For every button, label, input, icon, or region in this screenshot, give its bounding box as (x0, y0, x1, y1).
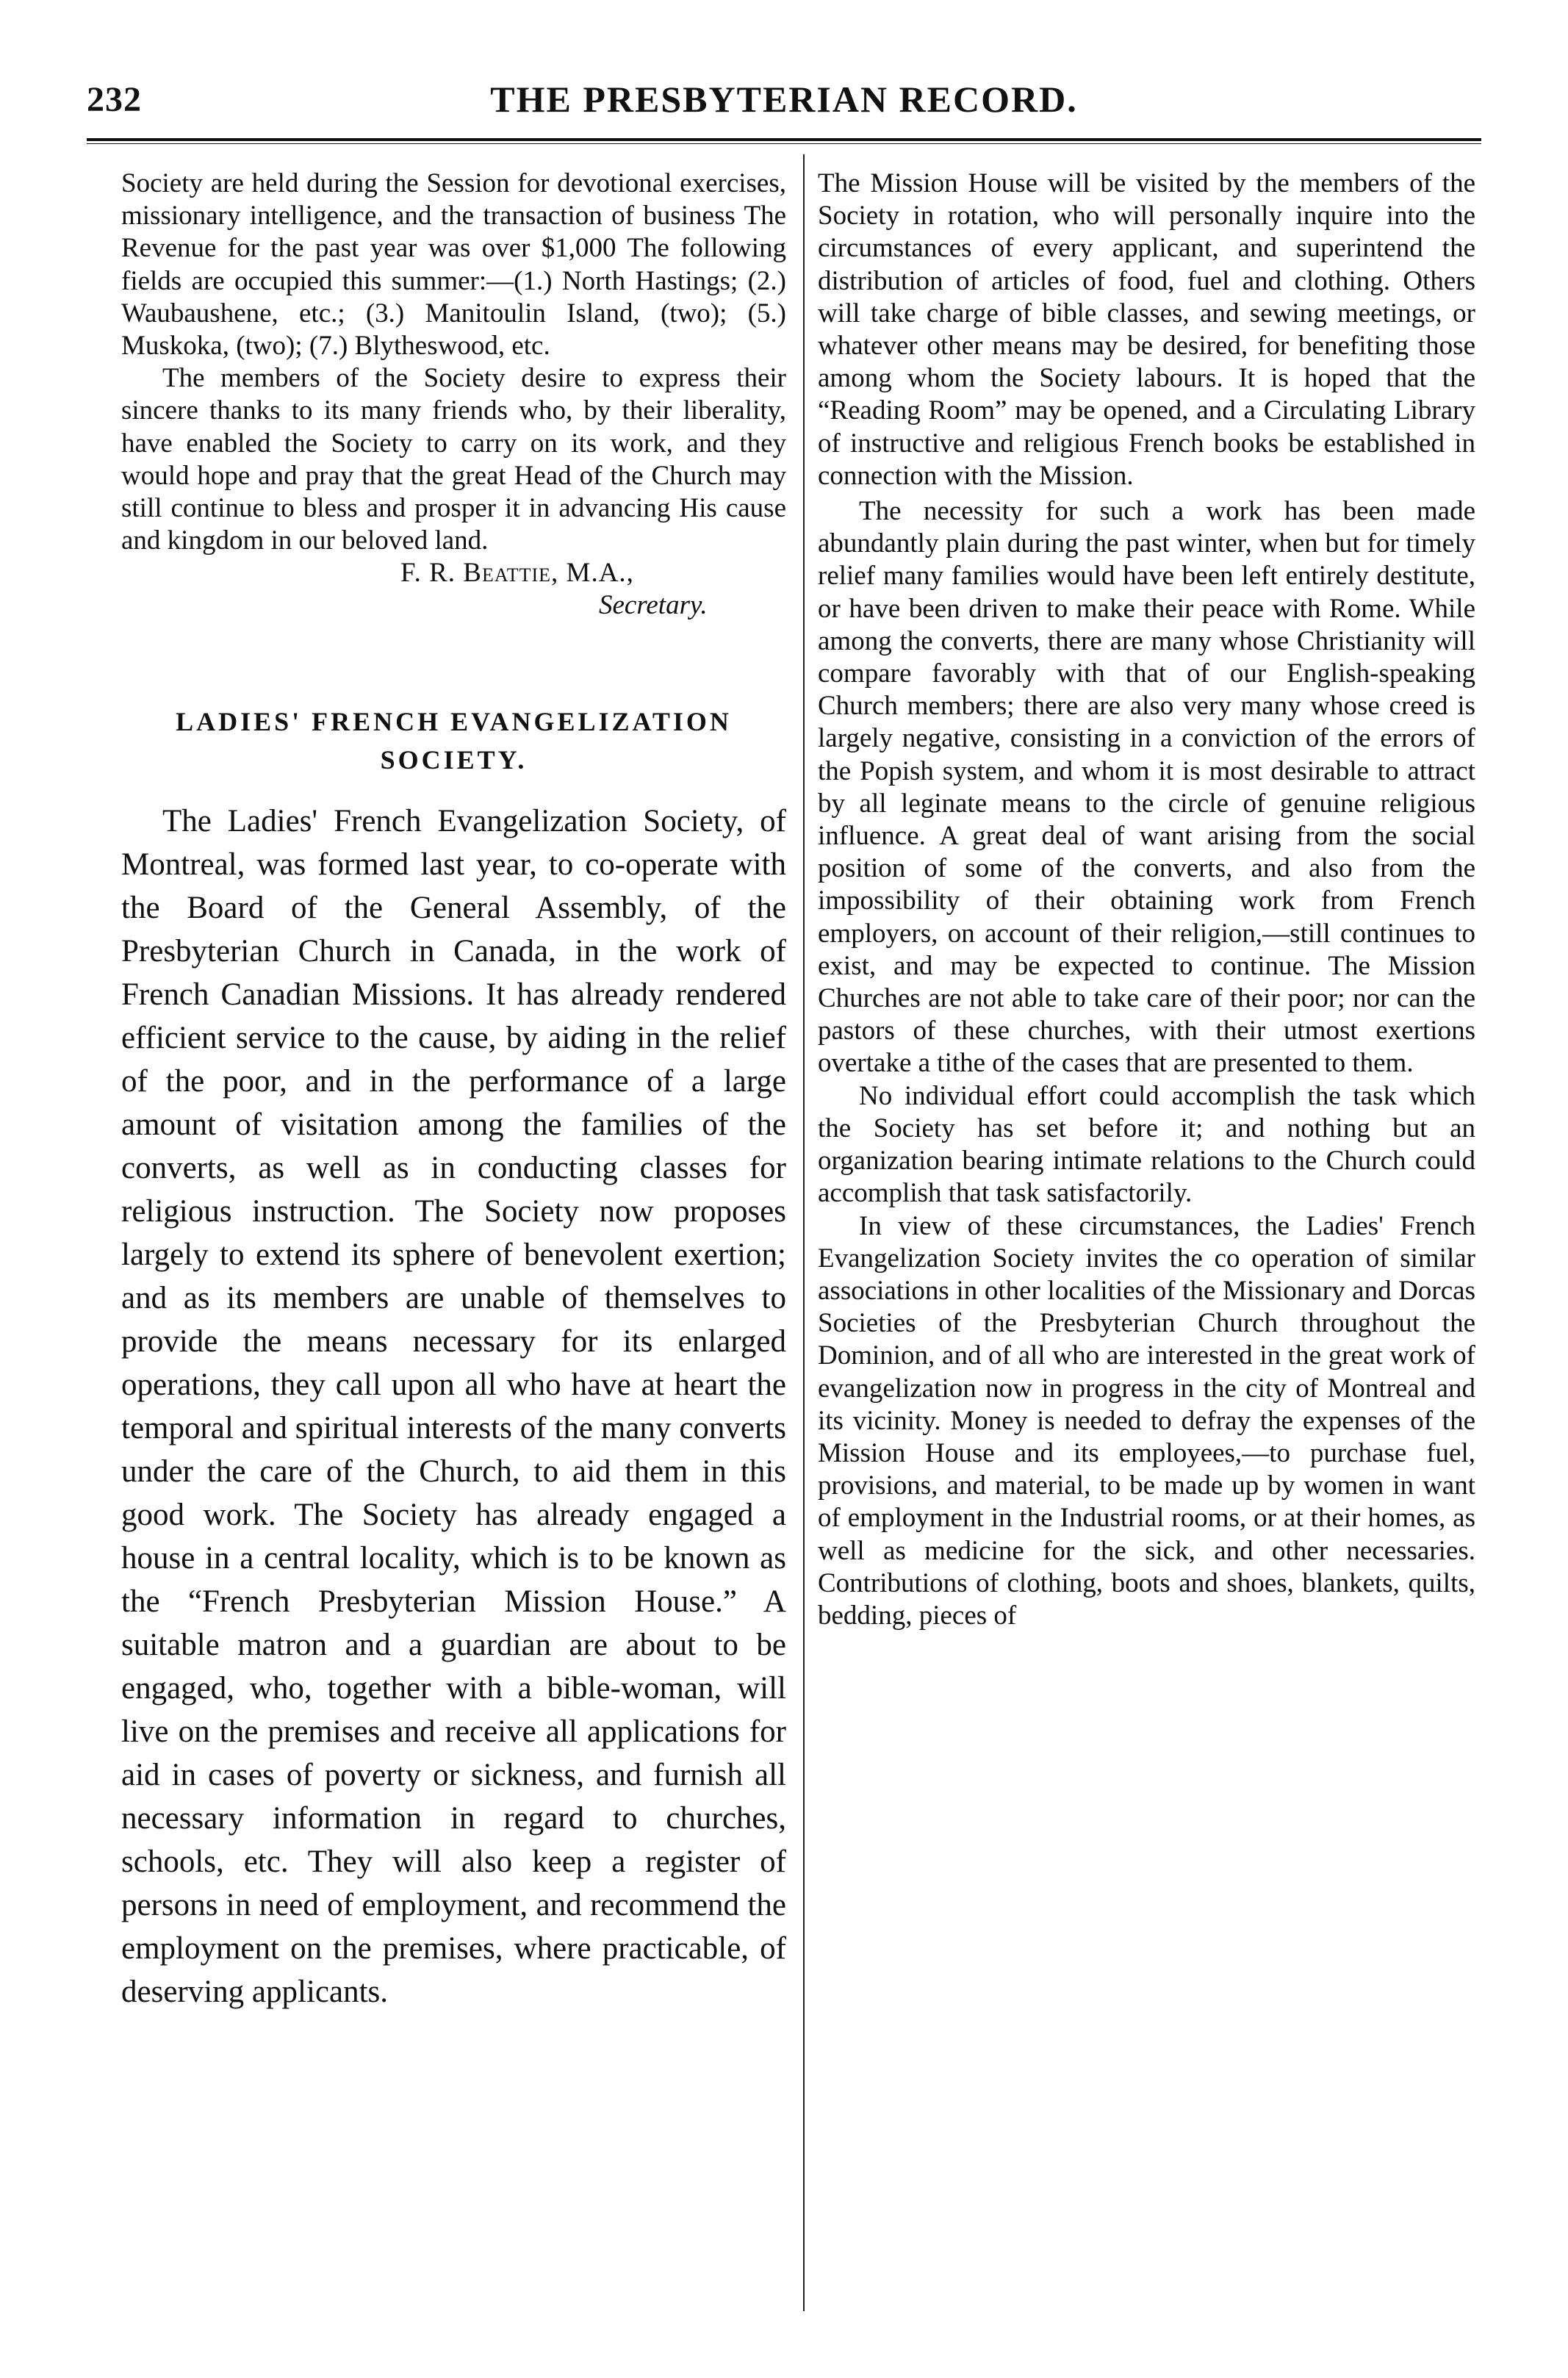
header-rule (87, 138, 1481, 144)
body-paragraph: The Ladies' French Evangelization Society, of Montreal, was formed last year, to co-operate with the Board of the General Assembly, of the Presbyterian Church in Canada, in the work of French Canadian Missions. It has already rendered efficient service to the cause, by aiding in the relief of the poor, and in the performance of a large amount of visitation among the families of the converts, as well as in conducting classes for religious instruction. The Society now proposes largely to extend its sphere of benevolent exertion; and as its members are unable of themselves to provide the means necessary for its enlarged operations, they call upon all who have at heart the temporal and spiritual interests of the many converts under the care of the Church, to aid them in this good work. The Society has already engaged a house in a central locality, which is to be known as the “French Presbyterian Mission House.” A suitable matron and a guardian are about to be engaged, who, together with a bible-woman, will live on the premises and receive all applications for aid in cases of poverty or sickness, and furnish all necessary information in regard to churches, schools, etc. They will also keep a register of persons in need of employment, and recommend the employment on the premises, where practicable, of deserving applicants. (121, 804, 786, 2010)
column-divider (803, 154, 805, 2311)
signature-block (121, 557, 786, 622)
page-number: 232 (87, 80, 142, 119)
invitation-paragraph: In view of these circumstances, the Ladies' French Evangelization Society invites the co operation of similar associations in other localities of the Missionary and Dorcas Societies of the Presbyterian Church throughout the Dominion, and of all who are interested in the great work of evangelization now in progress in the city of Montreal and its vicinity. Money is needed to defray the expenses of the Mission House and its employees,—to purchase fuel, provisions, and material, to be made up by women in want of employment in the Industrial rooms, or at their homes, as well as medicine for the sick, and other necessaries. Contributions of clothing, boots and shoes, blankets, quilts, bedding, pieces of (818, 1210, 1475, 1631)
section-heading: LADIES' FRENCH EVANGELIZATION SOCIETY. (176, 707, 732, 775)
necessity-paragraph: The necessity for such a work has been made abundantly plain during the past winter, when but for timely relief many families would have been left entirely destitute, or have been driven to make their peace with Rome. While among the converts, there are many whose Christianity will compare favorably with that of our English-speaking Church members; there are also very many whose creed is largely negative, consisting in a conviction of the errors of the Popish system, and whom it is most desirable to attract by all leginate means to the circle of genuine religious influence. A great deal of want arising from the social position of some of the converts, and also from the impossibility of their obtaining work from French employers, on account of their religion,—still continues to exist, and may be expected to continue. The Mission Churches are not able to take care of their poor; nor can the pastors of these churches, with their utmost exertions overtake a tithe of the cases that are presented to them. (818, 496, 1475, 1079)
signature-name: F. R. Beattie, M.A., (400, 558, 634, 589)
signature-role: Secretary. (599, 590, 708, 621)
individual-effort-paragraph: No individual effort could accomplish the task which the Society has set before it; and nothing but an organization bearing intimate relations to the Church could accomplish that task satisfactorily. (818, 1080, 1475, 1209)
right-column (818, 168, 1475, 1632)
running-title: THE PRESBYTERIAN RECORD. (490, 79, 1078, 120)
thanks-paragraph: The members of the Society desire to express their sincere thanks to its many friends who, by their liberality, have enabled the Society to carry on its work, and they would hope and pray that the great Head of the Church may still continue to bless and prosper it in advancing His cause and kingdom in our beloved land. (121, 363, 786, 556)
mission-house-paragraph: The Mission House will be visited by the members of the Society in rotation, who will personally inquire into the circumstances of every applicant, and superintend the distribution of articles of food, fuel and clothing. Others will take charge of bible classes, and sewing meetings, or whatever other means may be desired, for benefiting those among whom the Society labours. It is hoped that the “Reading Room” may be opened, and a Circulating Library of instructive and religious French books be established in connection with the Mission. (818, 168, 1475, 491)
continuation-paragraph: Society are held during the Session for devotional exercises, missionary intelligence, and the transaction of business The Revenue for the past year was over $1,000 The following fields are occupied this summer:—(1.) North Hastings; (2.) Waubaushene, etc.; (3.) Manitoulin Island, (two); (5.) Muskoka, (two); (7.) Blytheswood, etc. (121, 168, 786, 362)
left-column (121, 168, 786, 2014)
